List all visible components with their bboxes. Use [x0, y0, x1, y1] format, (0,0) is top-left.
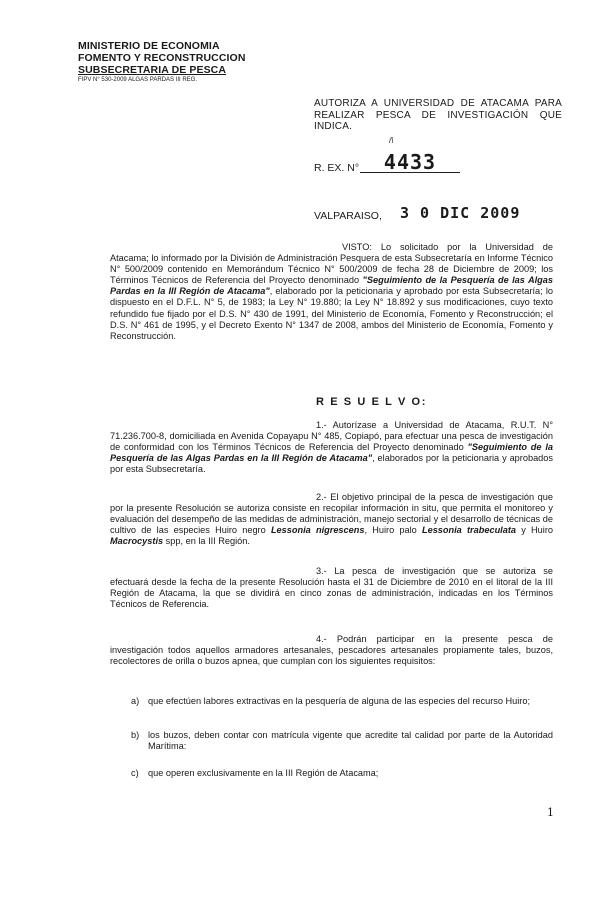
date-stamp: 3 0 DIC 2009 [400, 204, 521, 222]
resuelvo-heading: R E S U E L V O: [316, 396, 427, 408]
ministry-header [78, 40, 246, 84]
article-2 [110, 492, 553, 547]
ministry-line-3: SUBSECRETARIA DE PESCA [78, 64, 227, 76]
handwritten-mark: ñ [389, 136, 394, 145]
article-3: 3.- La pesca de investigación que se autoriza se efectuará desde la fecha de la presente Resolución hasta el 31 de Diciembre de 2010 en el litoral de la III Región de Atacama, la que se dividirá en cinco zonas de administración, indicadas en los Términos Técnicos de Referencia. [110, 566, 553, 610]
article-1-tail: , elaborados por la peticionaria y aprobados por esta Subsecretaría. [110, 453, 553, 475]
page-number: 1 [547, 806, 554, 819]
resolution-label: R. EX. N° [314, 162, 360, 174]
requirement-c-text: que operen exclusivamente en la III Región de Atacama; [148, 768, 379, 778]
requirement-c-label: c) [131, 768, 139, 778]
requirement-a-text: que efectúen labores extractivas en la pesquería de alguna de las especies del recurso Huiro; [148, 696, 531, 706]
article-4: 4.- Podrán participar en la presente pesca de investigación todos aquellos armadores artesanales, pescadores artesanales propiamente tales, buzos, recolectores de orilla o buzos apnea, que cumplan con los siguientes requisitos: [110, 634, 553, 667]
resolution-number-value: 4433 [383, 150, 437, 174]
requirement-b [110, 730, 553, 754]
resolution-subject: AUTORIZA A UNIVERSIDAD DE ATACAMA PARA REALIZAR PESCA DE INVESTIGACIÓN QUE INDICA. [314, 98, 562, 132]
species-macrocystis: Macrocystis [110, 536, 164, 547]
requirement-b-text: los buzos, deben contar con matrícula vigente que acredite tal calidad por parte de la Autoridad Marítima: [148, 730, 553, 752]
visto-project-name: "Seguimiento de la Pesquería de las Algas Pardas en la III Región de Atacama" [110, 275, 553, 297]
species-lessonia-trabeculata: Lessonia trabeculata [421, 525, 517, 536]
requirement-c [110, 768, 553, 782]
requirement-b-label: b) [131, 730, 140, 740]
article-1 [110, 420, 553, 475]
species-lessonia-nigrescens: Lessonia nigrescens [270, 525, 365, 536]
visto-text-2: , elaborado por la peticionaria y aprobado por esta Subsecretaría; lo dispuesto en el D.F.L. N° 5, de 1983; la Ley N° 19.880; la Ley N° 18.892 y sus modificaciones, cuyo texto refundido fue fijado por el D.S. N° 430 de 1991, del Ministerio de Economía, Fomento y Reconstrucción; el D.S. N° 461 de 1995, y el Decreto Exento N° 1347 de 2008, ambos del Ministerio de Economía, Fomento y Reconstrucción. [110, 286, 553, 341]
article-2-lead: 2.- El objetivo principal de la pesca de investigación que por la presente Resolución se autoriza consiste en recopilar información in situ, que permita el monitoreo y evaluación del desempeño de las medidas de administración, manejo sectorial y el desarrollo de técnicas de cultivo de las especies Huiro negro [110, 492, 553, 536]
article-2-mid2: y Huiro [516, 525, 553, 536]
ministry-line-2: FOMENTO Y RECONSTRUCCION [78, 52, 246, 64]
requirement-a-label: a) [131, 696, 140, 706]
visto-text-1: VISTO: Lo solicitado por la Universidad de Atacama; lo informado por la División de Administración Pesquera de esta Subsecretaría en Informe Técnico N° 500/2009 contenido en Memorándum Técnico N° 500/2009 de fecha 28 de Diciembre de 2009; los Términos Técnicos de Referencia del Proyecto denominado [110, 242, 553, 286]
article-2-mid: , Huiro palo [364, 525, 417, 536]
requirement-a [110, 696, 553, 720]
file-reference: FIPV N° 530-2009 ALGAS PARDAS III REG. [78, 77, 198, 83]
place-label: VALPARAISO, [314, 210, 382, 222]
article-1-project: "Seguimiento de la Pesquería de las Algas Pardas en la III Región de Atacama" [110, 442, 553, 464]
article-1-lead: 1.- Autorízase a Universidad de Atacama, R.U.T. N° 71.236.700-8, domiciliada en Avenida Copayapu N° 485, Copiapó, para efectuar una pesca de investigación de conformidad con los Términos Técnicos de Referencia del Proyecto denominado [110, 420, 553, 453]
article-2-tail: spp, en la III Región. [163, 536, 250, 547]
ministry-line-1: MINISTERIO DE ECONOMIA [78, 40, 220, 52]
resolution-number [360, 148, 460, 173]
visto-paragraph [110, 242, 553, 342]
